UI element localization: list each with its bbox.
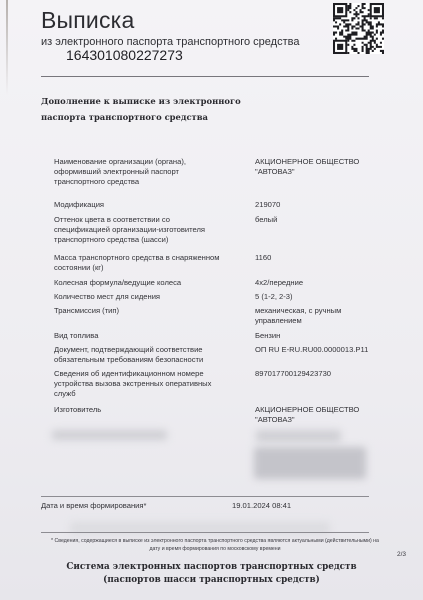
qr-code-graphic (333, 3, 384, 54)
field-label-color: Оттенок цвета в соответствии со спецификацией организации-изготовителя транспортного средства (шасси) (54, 215, 206, 244)
field-value-modification: 219070 (255, 200, 281, 209)
paper-fold (6, 0, 8, 95)
field-label-transmission: Трансмиссия (тип) (54, 306, 120, 315)
field-value-emergency-device: 897017700129423730 (255, 369, 332, 378)
issued-value: 19.01.2024 08:41 (232, 501, 292, 510)
footer-line1: Система электронных паспортов транспортных средств (66, 562, 357, 572)
footnote-text: * Сведения, содержащиеся в выписке из электронного паспорта транспортного средства являются актуальными (действительными) на дату и время формирования по московскому времени (51, 538, 379, 552)
redacted-address-block (254, 447, 366, 479)
footnote-rule (41, 532, 369, 533)
field-label-seats: Количество мест для сидения (54, 292, 161, 301)
field-label-mass: Масса транспортного средства в снаряженном состоянии (кг) (54, 253, 220, 272)
field-value-manufacturer: АКЦИОНЕРНОЕ ОБЩЕСТВО "АВТОВАЗ" (255, 405, 360, 424)
appendix-title-line1: Дополнение к выписке из электронного (41, 96, 241, 106)
footer-line2: (паспортов шасси транспортных средств) (103, 575, 320, 585)
field-label-manufacturer: Изготовитель (54, 405, 102, 414)
field-value-transmission: механическая, с ручным управлением (255, 306, 342, 325)
redacted-address-top (256, 430, 341, 442)
field-label-wheel-formula: Колесная формула/ведущие колеса (54, 278, 182, 287)
field-value-mass: 1160 (255, 253, 272, 262)
field-label-fuel: Вид топлива (54, 331, 99, 340)
document-subtitle: из электронного паспорта транспортного средства (41, 36, 300, 48)
qr-code (333, 3, 384, 54)
field-value-wheel-formula: 4x2/передние (255, 278, 304, 287)
issued-label: Дата и время формирования* (41, 501, 147, 510)
field-value-color: белый (255, 215, 278, 224)
issued-rule (41, 496, 369, 497)
field-label-organization: Наименование организации (органа), оформивший электронный паспорт транспортного средства (54, 157, 186, 186)
field-label-safety-document: Документ, подтверждающий соответствие обязательным требованиям безопасности (54, 345, 204, 364)
document-title: Выписка (41, 7, 135, 33)
field-value-safety-document: ОП RU E-RU.RU00.0000013.P11 (255, 345, 369, 354)
field-value-seats: 5 (1-2, 2-3) (255, 292, 293, 301)
redacted-address-left (52, 430, 167, 440)
field-label-modification: Модификация (54, 200, 105, 209)
field-label-emergency-device: Сведения об идентификационном номере устройства вызова экстренных оперативных служб (54, 369, 212, 398)
appendix-title-line2: паспорта транспортного средства (41, 112, 208, 122)
passport-number: 164301080227273 (66, 47, 183, 63)
header-rule (41, 76, 369, 77)
field-value-organization: АКЦИОНЕРНОЕ ОБЩЕСТВО "АВТОВАЗ" (255, 157, 360, 176)
field-value-fuel: Бензин (255, 331, 281, 340)
page-number: 2/3 (397, 551, 407, 558)
